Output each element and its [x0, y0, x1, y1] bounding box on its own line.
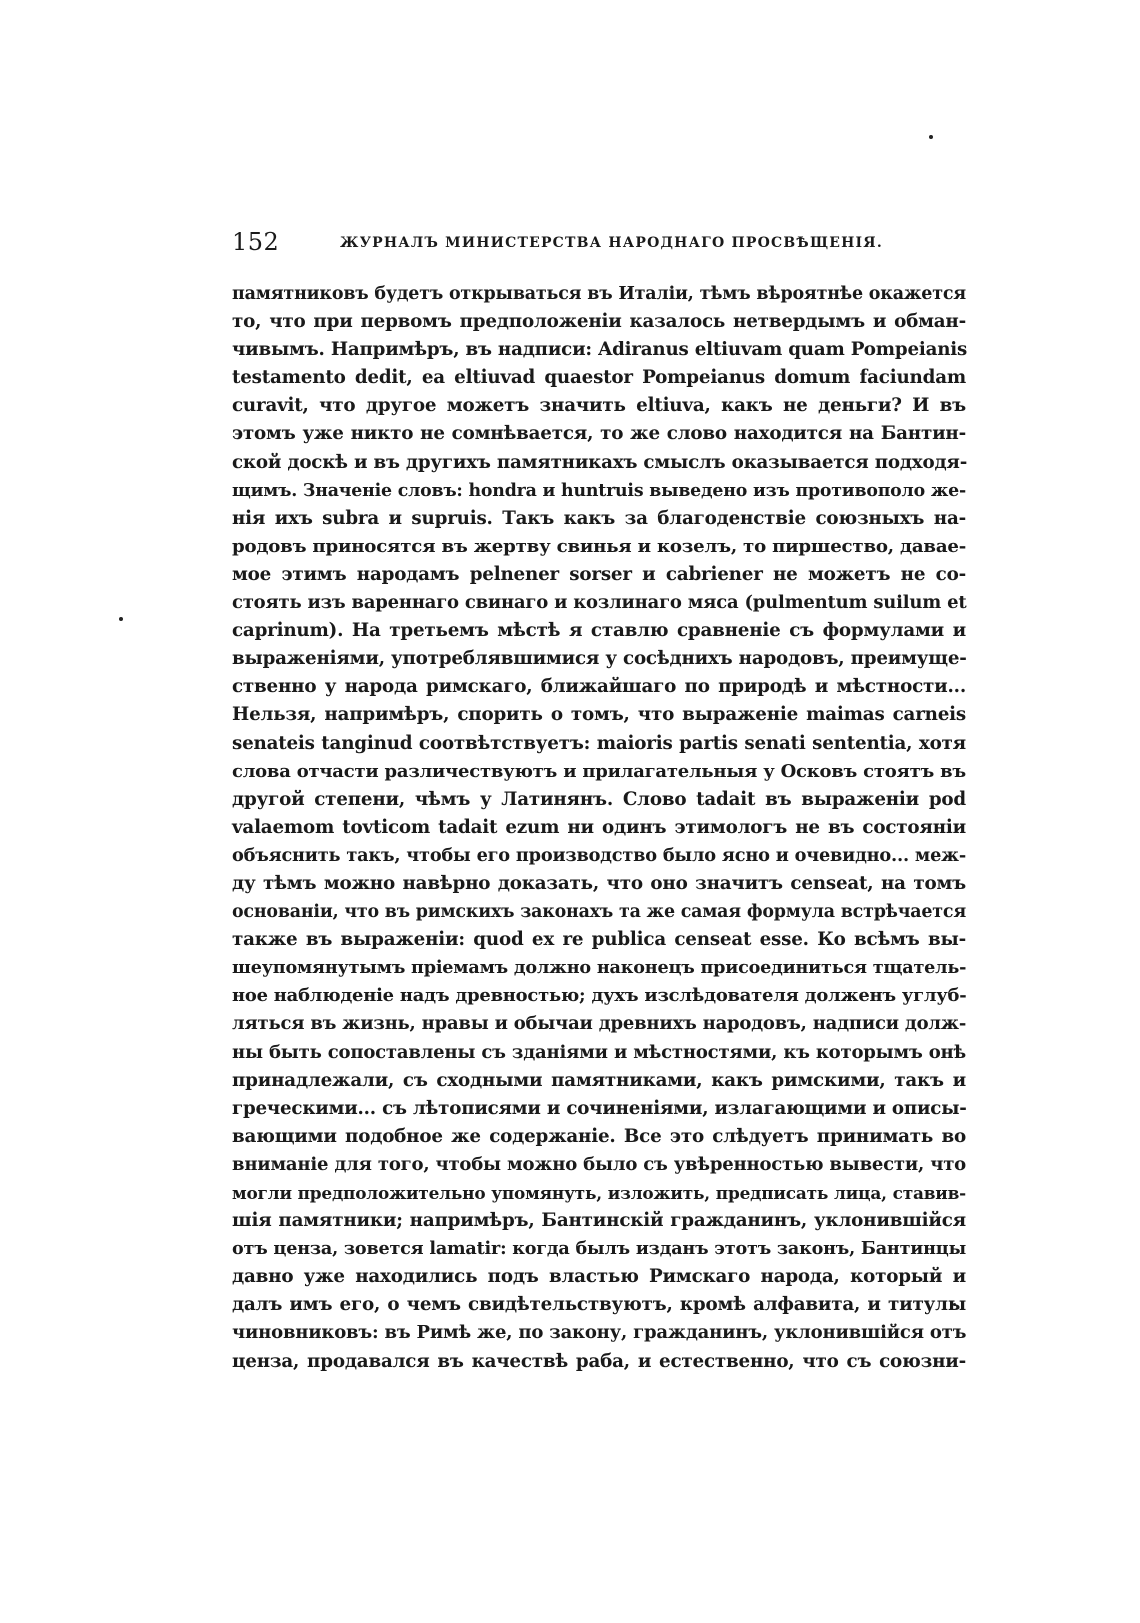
text-line: чивымъ. Напримѣръ, въ надписи: Adiranus eltiuvam quam Pompeianis	[232, 339, 968, 361]
text-line: стоять изъ вареннаго свинаго и козлинаго мяса (pulmentum suilum et	[232, 592, 967, 614]
text-line: вающими подобное же содержаніе. Все это слѣдуетъ принимать во	[232, 1125, 966, 1147]
print-speck	[929, 135, 933, 139]
text-line: valaemom tovticom tadait ezum ни одинъ этимологъ не въ состояніи	[232, 816, 966, 838]
text-line: ственно у народа римскаго, ближайшаго по природѣ и мѣстности...	[232, 676, 966, 698]
text-line: слова отчасти различествуютъ и прилагательныя у Осковъ стоятъ въ	[232, 760, 966, 782]
text-line: вниманіе для того, чтобы можно было съ увѣренностью вывести, что	[232, 1153, 966, 1175]
text-line: основаніи, что въ римскихъ законахъ та же самая формула встрѣчается	[232, 902, 967, 923]
page-header	[232, 228, 964, 258]
running-head: ЖУРНАЛЪ МИНИСТЕРСТВА НАРОДНАГО ПРОСВѢЩЕНІЯ.	[340, 235, 883, 251]
text-line: Нельзя, напримѣръ, спорить о томъ, что выраженіе maimas carneis	[232, 704, 966, 726]
text-line: далъ имъ его, о чемъ свидѣтельствуютъ, кромѣ алфавита, и титулы	[232, 1294, 966, 1316]
text-line: выраженіями, употреблявшимися у сосѣднихъ народовъ, преимуще-	[232, 648, 967, 670]
text-line: отъ ценза, зовется lamatir: когда былъ изданъ этотъ законъ, Бантинцы	[232, 1238, 966, 1260]
text-line: ны быть сопоставлены съ зданіями и мѣстностями, къ которымъ онѣ	[232, 1041, 966, 1063]
text-line: также въ выраженіи: quod ex re publica censeat esse. Ко всѣмъ вы-	[232, 929, 966, 951]
text-line: давно уже находились подъ властью Римскаго народа, который и	[232, 1266, 966, 1288]
text-line: curavit, что другое можетъ значить eltiuva, какъ не деньги? И въ	[232, 395, 966, 417]
text-line: объяснить такъ, чтобы его производство было ясно и очевидно... меж-	[232, 844, 966, 866]
text-line: шеупомянутымъ пріемамъ должно наконецъ присоединиться тщатель-	[232, 957, 967, 979]
text-line: другой степени, чѣмъ у Латинянъ. Слово tadait въ выраженіи pod	[232, 788, 966, 810]
text-line: памятниковъ будетъ открываться въ Италіи, тѣмъ вѣроятнѣе окажется	[232, 284, 966, 304]
text-line: принадлежали, съ сходными памятниками, какъ римскими, такъ и	[232, 1069, 966, 1091]
text-line: ное наблюденіе надъ древностью; духъ изслѣдователя долженъ углуб-	[232, 985, 967, 1007]
text-line: то, что при первомъ предположеніи казалось нетвердымъ и обман-	[232, 311, 966, 333]
text-line: caprinum). На третьемъ мѣстѣ я ставлю сравненіе съ формулами и	[232, 620, 966, 642]
text-line: ской доскѣ и въ другихъ памятникахъ смыслъ оказывается подходя-	[232, 451, 968, 473]
text-line: мое этимъ народамъ pelnener sorser и cabriener не можетъ не со-	[232, 563, 966, 585]
page-number: 152	[232, 228, 280, 256]
text-line: могли предположительно упомянуть, изложить, предписать лица, ставив-	[232, 1183, 966, 1203]
text-line: шія памятники; напримѣръ, Бантинскій гражданинъ, уклонившійся	[232, 1210, 966, 1232]
text-line: ляться въ жизнь, нравы и обычаи древнихъ народовъ, надписи долж-	[232, 1013, 967, 1035]
text-line: ценза, продавался въ качествѣ раба, и естественно, что съ союзни-	[232, 1350, 966, 1372]
text-line: чиновниковъ: въ Римѣ же, по закону, гражданинъ, уклонившійся отъ	[232, 1322, 967, 1344]
text-line: senateis tanginud соотвѣтствуетъ: maioris partis senati sententia, хотя	[232, 732, 966, 754]
text-line: ду тѣмъ можно навѣрно доказать, что оно значитъ censeat, на томъ	[232, 872, 966, 894]
text-line: этомъ уже никто не сомнѣвается, то же слово находится на Бантин-	[232, 423, 966, 445]
text-line: testamento dedit, ea eltiuvad quaestor Pompeianus domum faciundam	[232, 367, 966, 389]
text-line: нія ихъ subra и supruis. Такъ какъ за благоденствіе союзныхъ на-	[232, 507, 966, 529]
print-speck	[119, 617, 123, 621]
text-line: щимъ. Значеніе словъ: hondra и huntruis выведено изъ противополо же-	[232, 480, 966, 501]
body-text	[232, 280, 966, 1376]
text-line: греческими... съ лѣтописями и сочиненіями, излагающими и описы-	[232, 1097, 967, 1119]
text-line: родовъ приносятся въ жертву свинья и козелъ, то пиршество, давае-	[232, 535, 967, 557]
